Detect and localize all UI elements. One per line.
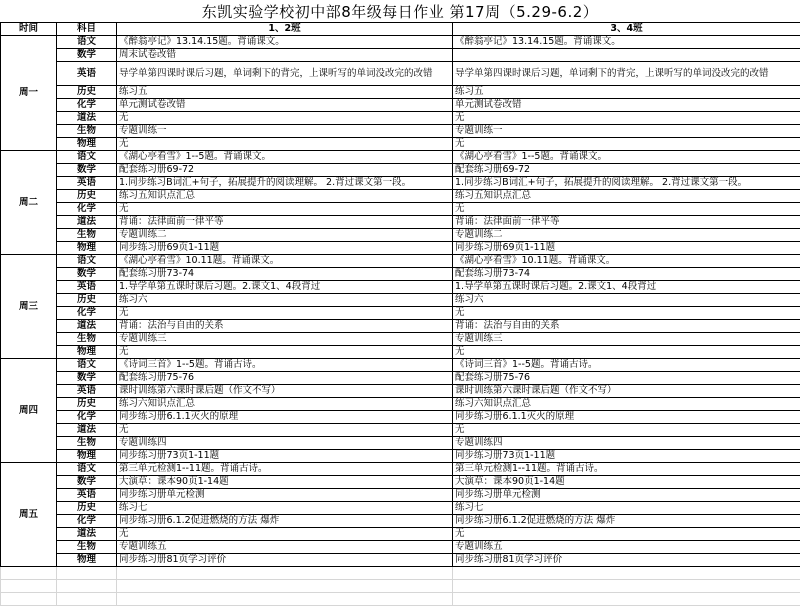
table-row xyxy=(1,333,800,346)
class-3-4-homework-cell[interactable]: 无 xyxy=(453,112,800,125)
class-1-2-homework-cell[interactable]: 同步练习册81页学习评价 xyxy=(117,554,453,567)
class-1-2-homework-cell[interactable]: 无 xyxy=(117,138,453,151)
empty-cell[interactable] xyxy=(117,580,453,593)
day-cell[interactable]: 周三 xyxy=(1,255,57,359)
subject-cell[interactable]: 数学 xyxy=(57,372,117,385)
class-3-4-homework-cell[interactable]: 无 xyxy=(453,138,800,151)
class-1-2-homework-cell[interactable]: 周末试卷改错 xyxy=(117,49,453,62)
subject-cell[interactable]: 化学 xyxy=(57,203,117,216)
table-row xyxy=(1,242,800,255)
class-3-4-homework-cell[interactable]: 专题训练二 xyxy=(453,229,800,242)
empty-cell[interactable] xyxy=(117,593,453,606)
table-row xyxy=(1,216,800,229)
class-3-4-homework-cell[interactable]: 背诵：法律面前一律平等 xyxy=(453,216,800,229)
subject-cell[interactable]: 生物 xyxy=(57,125,117,138)
subject-cell[interactable]: 英语 xyxy=(57,489,117,502)
class-1-2-homework-cell[interactable]: 专题训练一 xyxy=(117,125,453,138)
class-1-2-homework-cell[interactable]: 单元测试卷改错 xyxy=(117,99,453,112)
class-3-4-homework-cell[interactable]: 练习六知识点汇总 xyxy=(453,398,800,411)
class-1-2-homework-cell[interactable]: 大演草：课本90页1-14题 xyxy=(117,476,453,489)
class-3-4-homework-cell[interactable]: 导学单第四课时课后习题，单词剩下的背完，上课听写的单词没改完的改错 xyxy=(453,62,800,86)
table-row xyxy=(1,268,800,281)
class-3-4-homework-cell[interactable]: 同步练习册单元检测 xyxy=(453,489,800,502)
class-3-4-homework-cell[interactable]: 《醉翁亭记》13.14.15题。背诵课文。 xyxy=(453,36,800,49)
class-1-2-homework-cell[interactable]: 课时训练第六课时课后题（作文不写） xyxy=(117,385,453,398)
subject-cell[interactable]: 道法 xyxy=(57,216,117,229)
table-row xyxy=(1,411,800,424)
table-row xyxy=(1,164,800,177)
class-3-4-homework-cell[interactable]: 练习七 xyxy=(453,502,800,515)
subject-cell[interactable]: 化学 xyxy=(57,307,117,320)
class-1-2-homework-cell[interactable]: 无 xyxy=(117,112,453,125)
class-1-2-homework-cell[interactable]: 无 xyxy=(117,528,453,541)
class-1-2-homework-cell[interactable]: 无 xyxy=(117,307,453,320)
class-3-4-homework-cell[interactable] xyxy=(453,49,800,62)
subject-cell[interactable]: 道法 xyxy=(57,112,117,125)
sheet-title: 东凯实验学校初中部8年级每日作业 第17周（5.29-6.2） xyxy=(0,0,800,22)
table-row xyxy=(1,99,800,112)
subject-cell[interactable]: 数学 xyxy=(57,476,117,489)
class-1-2-homework-cell[interactable]: 练习五知识点汇总 xyxy=(117,190,453,203)
table-row xyxy=(1,385,800,398)
class-3-4-homework-cell[interactable]: 1.导学单第五课时课后习题。2.课文1、4段背过 xyxy=(453,281,800,294)
class-3-4-homework-cell[interactable]: 大演草：课本90页1-14题 xyxy=(453,476,800,489)
table-row xyxy=(1,476,800,489)
subject-cell[interactable]: 化学 xyxy=(57,411,117,424)
class-3-4-homework-cell[interactable]: 《湖心亭看雪》10.11题。背诵课文。 xyxy=(453,255,800,268)
table-row xyxy=(1,398,800,411)
class-3-4-homework-cell[interactable]: 背诵：法治与自由的关系 xyxy=(453,320,800,333)
empty-row xyxy=(1,580,800,593)
table-row xyxy=(1,450,800,463)
class-1-2-homework-cell[interactable]: 配套练习册75-76 xyxy=(117,372,453,385)
subject-cell[interactable]: 物理 xyxy=(57,346,117,359)
class-1-2-homework-cell[interactable]: 练习六知识点汇总 xyxy=(117,398,453,411)
class-3-4-homework-cell[interactable]: 练习五 xyxy=(453,86,800,99)
homework-table xyxy=(0,22,800,606)
class-3-4-homework-cell[interactable]: 单元测试卷改错 xyxy=(453,99,800,112)
class-3-4-homework-cell[interactable]: 无 xyxy=(453,203,800,216)
class-3-4-homework-cell[interactable]: 课时训练第六课时课后题（作文不写） xyxy=(453,385,800,398)
class-1-2-homework-cell[interactable]: 背诵：法治与自由的关系 xyxy=(117,320,453,333)
subject-cell[interactable]: 生物 xyxy=(57,333,117,346)
subject-cell[interactable]: 语文 xyxy=(57,36,117,49)
table-row xyxy=(1,36,800,49)
empty-cell[interactable] xyxy=(1,580,57,593)
class-1-2-homework-cell[interactable]: 专题训练四 xyxy=(117,437,453,450)
subject-cell[interactable]: 语文 xyxy=(57,359,117,372)
class-3-4-homework-cell[interactable]: 配套练习册73-74 xyxy=(453,268,800,281)
class-1-2-homework-cell[interactable]: 同步练习册69页1-11题 xyxy=(117,242,453,255)
subject-cell[interactable]: 英语 xyxy=(57,62,117,86)
empty-cell[interactable] xyxy=(57,567,117,580)
class-1-2-homework-cell[interactable]: 第三单元检测1--11题。背诵古诗。 xyxy=(117,463,453,476)
table-row xyxy=(1,489,800,502)
table-row xyxy=(1,554,800,567)
class-3-4-homework-cell[interactable]: 第三单元检测1--11题。背诵古诗。 xyxy=(453,463,800,476)
class-3-4-homework-cell[interactable]: 专题训练四 xyxy=(453,437,800,450)
class-3-4-homework-cell[interactable]: 练习六 xyxy=(453,294,800,307)
class-1-2-homework-cell[interactable]: 无 xyxy=(117,346,453,359)
table-row xyxy=(1,62,800,86)
empty-cell[interactable] xyxy=(453,593,800,606)
class-3-4-homework-cell[interactable]: 《湖心亭看雪》1--5题。背诵课文。 xyxy=(453,151,800,164)
subject-cell[interactable]: 语文 xyxy=(57,151,117,164)
subject-cell[interactable]: 道法 xyxy=(57,320,117,333)
class-1-2-homework-cell[interactable]: 同步练习册单元检测 xyxy=(117,489,453,502)
subject-cell[interactable]: 化学 xyxy=(57,515,117,528)
class-3-4-homework-cell[interactable]: 专题训练一 xyxy=(453,125,800,138)
subject-cell[interactable]: 历史 xyxy=(57,398,117,411)
subject-cell[interactable]: 历史 xyxy=(57,502,117,515)
subject-cell[interactable]: 物理 xyxy=(57,554,117,567)
class-3-4-homework-cell[interactable]: 专题训练三 xyxy=(453,333,800,346)
class-3-4-homework-cell[interactable]: 专题训练五 xyxy=(453,541,800,554)
day-cell[interactable]: 周四 xyxy=(1,359,57,463)
table-row xyxy=(1,515,800,528)
table-row xyxy=(1,320,800,333)
day-cell[interactable]: 周一 xyxy=(1,36,57,151)
class-1-2-homework-cell[interactable]: 无 xyxy=(117,203,453,216)
subject-cell[interactable]: 英语 xyxy=(57,281,117,294)
subject-cell[interactable]: 英语 xyxy=(57,385,117,398)
subject-cell[interactable]: 物理 xyxy=(57,242,117,255)
subject-cell[interactable]: 语文 xyxy=(57,255,117,268)
table-row xyxy=(1,541,800,554)
subject-cell[interactable]: 生物 xyxy=(57,229,117,242)
class-3-4-homework-cell[interactable]: 同步练习册73页1-11题 xyxy=(453,450,800,463)
class-1-2-homework-cell[interactable]: 练习七 xyxy=(117,502,453,515)
subject-cell[interactable]: 历史 xyxy=(57,190,117,203)
class-1-2-homework-cell[interactable]: 《湖心亭看雪》1--5题。背诵课文。 xyxy=(117,151,453,164)
class-1-2-homework-cell[interactable]: 专题训练五 xyxy=(117,541,453,554)
table-row xyxy=(1,424,800,437)
class-1-2-homework-cell[interactable]: 同步练习册73页1-11题 xyxy=(117,450,453,463)
table-row xyxy=(1,229,800,242)
subject-cell[interactable]: 历史 xyxy=(57,294,117,307)
subject-cell[interactable]: 数学 xyxy=(57,268,117,281)
empty-cell[interactable] xyxy=(453,567,800,580)
class-3-4-homework-cell[interactable]: 1.同步练习B词汇+句子，拓展提升的阅读理解。 2.背过课文第一段。 xyxy=(453,177,800,190)
table-row xyxy=(1,307,800,320)
day-cell[interactable]: 周五 xyxy=(1,463,57,567)
empty-cell[interactable] xyxy=(57,593,117,606)
header-time[interactable]: 时间 xyxy=(1,23,57,36)
subject-cell[interactable]: 物理 xyxy=(57,450,117,463)
class-3-4-homework-cell[interactable]: 无 xyxy=(453,424,800,437)
subject-cell[interactable]: 数学 xyxy=(57,49,117,62)
class-3-4-homework-cell[interactable]: 配套练习册75-76 xyxy=(453,372,800,385)
subject-cell[interactable]: 道法 xyxy=(57,528,117,541)
class-1-2-homework-cell[interactable]: 《醉翁亭记》13.14.15题。背诵课文。 xyxy=(117,36,453,49)
table-row xyxy=(1,346,800,359)
table-row xyxy=(1,294,800,307)
header-row xyxy=(1,23,800,36)
class-1-2-homework-cell[interactable]: 练习六 xyxy=(117,294,453,307)
class-1-2-homework-cell[interactable]: 同步练习册6.1.1灭火的原理 xyxy=(117,411,453,424)
class-1-2-homework-cell[interactable]: 同步练习册6.1.2促进燃烧的方法 爆炸 xyxy=(117,515,453,528)
table-row xyxy=(1,463,800,476)
table-row xyxy=(1,281,800,294)
class-1-2-homework-cell[interactable]: 《湖心亭看雪》10.11题。背诵课文。 xyxy=(117,255,453,268)
class-1-2-homework-cell[interactable]: 无 xyxy=(117,424,453,437)
class-1-2-homework-cell[interactable]: 导学单第四课时课后习题，单词剩下的背完，上课听写的单词没改完的改错 xyxy=(117,62,453,86)
table-row xyxy=(1,502,800,515)
class-1-2-homework-cell[interactable]: 专题训练三 xyxy=(117,333,453,346)
table-row xyxy=(1,49,800,62)
table-row xyxy=(1,151,800,164)
class-3-4-homework-cell[interactable]: 无 xyxy=(453,528,800,541)
class-1-2-homework-cell[interactable]: 1.同步练习B词汇+句子，拓展提升的阅读理解。 2.背过课文第一段。 xyxy=(117,177,453,190)
class-1-2-homework-cell[interactable]: 背诵：法律面前一律平等 xyxy=(117,216,453,229)
class-3-4-homework-cell[interactable]: 同步练习册6.1.2促进燃烧的方法 爆炸 xyxy=(453,515,800,528)
subject-cell[interactable]: 生物 xyxy=(57,437,117,450)
table-row xyxy=(1,255,800,268)
header-subject[interactable]: 科目 xyxy=(57,23,117,36)
empty-row xyxy=(1,567,800,580)
class-1-2-homework-cell[interactable]: 1.导学单第五课时课后习题。2.课文1、4段背过 xyxy=(117,281,453,294)
subject-cell[interactable]: 化学 xyxy=(57,99,117,112)
subject-cell[interactable]: 英语 xyxy=(57,177,117,190)
subject-cell[interactable]: 语文 xyxy=(57,463,117,476)
class-1-2-homework-cell[interactable]: 配套练习册73-74 xyxy=(117,268,453,281)
day-cell[interactable]: 周二 xyxy=(1,151,57,255)
table-row xyxy=(1,112,800,125)
empty-cell[interactable] xyxy=(117,567,453,580)
subject-cell[interactable]: 道法 xyxy=(57,424,117,437)
class-3-4-homework-cell[interactable]: 同步练习册81页学习评价 xyxy=(453,554,800,567)
subject-cell[interactable]: 历史 xyxy=(57,86,117,99)
empty-cell[interactable] xyxy=(57,580,117,593)
table-row xyxy=(1,528,800,541)
table-row xyxy=(1,359,800,372)
header-class-1-2[interactable]: 1、2班 xyxy=(117,23,453,36)
class-3-4-homework-cell[interactable]: 无 xyxy=(453,307,800,320)
table-row xyxy=(1,138,800,151)
class-1-2-homework-cell[interactable]: 配套练习册69-72 xyxy=(117,164,453,177)
empty-cell[interactable] xyxy=(1,593,57,606)
empty-row xyxy=(1,593,800,606)
subject-cell[interactable]: 物理 xyxy=(57,138,117,151)
table-row xyxy=(1,86,800,99)
subject-cell[interactable]: 数学 xyxy=(57,164,117,177)
class-3-4-homework-cell[interactable]: 配套练习册69-72 xyxy=(453,164,800,177)
class-1-2-homework-cell[interactable]: 专题训练二 xyxy=(117,229,453,242)
table-row xyxy=(1,125,800,138)
table-row xyxy=(1,372,800,385)
table-row xyxy=(1,203,800,216)
class-3-4-homework-cell[interactable]: 无 xyxy=(453,346,800,359)
class-3-4-homework-cell[interactable]: 练习五知识点汇总 xyxy=(453,190,800,203)
table-row xyxy=(1,437,800,450)
class-3-4-homework-cell[interactable]: 《诗词三首》1--5题。背诵古诗。 xyxy=(453,359,800,372)
class-1-2-homework-cell[interactable]: 练习五 xyxy=(117,86,453,99)
class-3-4-homework-cell[interactable]: 同步练习册69页1-11题 xyxy=(453,242,800,255)
subject-cell[interactable]: 生物 xyxy=(57,541,117,554)
class-3-4-homework-cell[interactable]: 同步练习册6.1.1灭火的原理 xyxy=(453,411,800,424)
empty-cell[interactable] xyxy=(453,580,800,593)
empty-cell[interactable] xyxy=(1,567,57,580)
table-row xyxy=(1,177,800,190)
class-1-2-homework-cell[interactable]: 《诗词三首》1--5题。背诵古诗。 xyxy=(117,359,453,372)
header-class-3-4[interactable]: 3、4班 xyxy=(453,23,800,36)
table-row xyxy=(1,190,800,203)
